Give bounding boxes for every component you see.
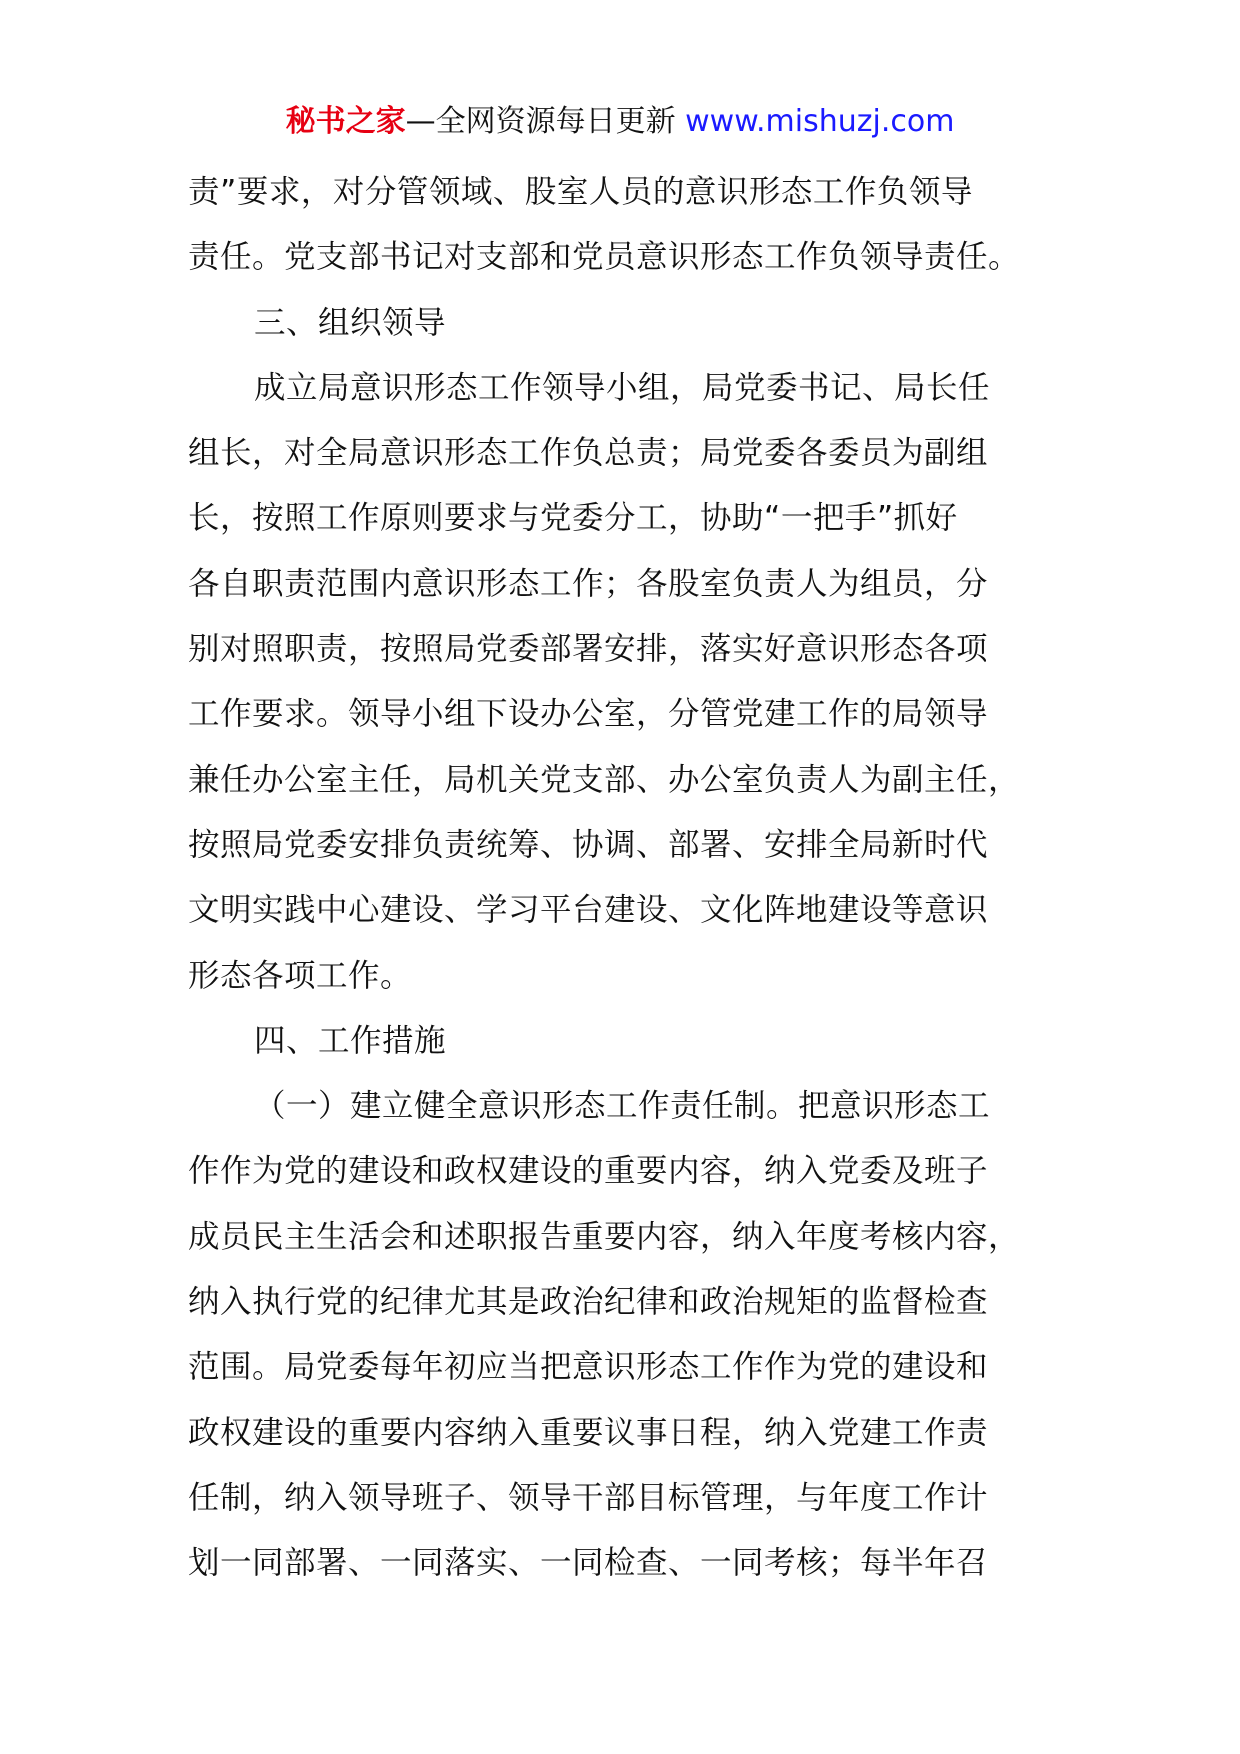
document-body [188, 160, 1068, 1597]
text-line: 形态各项工作。 [188, 957, 413, 994]
text-line: 责”要求，对分管领域、股室人员的意识形态工作负领导 [188, 174, 973, 210]
text-line: 各自职责范围内意识形态工作；各股室负责人为组员，分 [188, 565, 989, 602]
paragraph-first-line: 成立局意识形态工作领导小组，局党委书记、局长任 [254, 369, 991, 406]
text-line: 作作为党的建设和政权建设的重要内容，纳入党委及班子 [188, 1153, 989, 1190]
text-line: 文明实践中心建设、学习平台建设、文化阵地建设等意识 [188, 892, 989, 929]
text-line: 成员民主生活会和述职报告重要内容，纳入年度考核内容， [188, 1218, 1021, 1255]
text-line: 纳入执行党的纪律尤其是政治纪律和政治规矩的监督检查 [188, 1284, 989, 1321]
text-line: 工作要求。领导小组下设办公室，分管党建工作的局领导 [188, 696, 989, 733]
text-line: 组长，对全局意识形态工作负总责；局党委各委员为副组 [188, 435, 989, 472]
text-line: 兼任办公室主任，局机关党支部、办公室负责人为副主任， [188, 761, 1021, 798]
text-line: 政权建设的重要内容纳入重要议事日程，纳入党建工作责 [188, 1414, 989, 1451]
section-heading: 四、工作措施 [254, 1022, 447, 1059]
text-line: 划一同部署、一同落实、一同检查、一同考核；每半年召 [188, 1545, 989, 1582]
header-url-link[interactable]: www.mishuzj.com [685, 104, 955, 139]
text-line: 别对照职责，按照局党委部署安排，落实好意识形态各项 [188, 631, 989, 668]
paragraph-first-line: （一）建立健全意识形态工作责任制。把意识形态工 [254, 1088, 991, 1125]
text-line: 长，按照工作原则要求与党委分工，协助“一把手”抓好 [188, 500, 958, 537]
text-line: 按照局党委安排负责统筹、协调、部署、安排全局新时代 [188, 826, 989, 863]
section-heading: 三、组织领导 [254, 304, 447, 341]
text-line: 任制，纳入领导班子、领导干部目标管理，与年度工作计 [188, 1479, 989, 1516]
header-tagline: —全网资源每日更新 [405, 104, 686, 139]
text-line: 责任。党支部书记对支部和党员意识形态工作负领导责任。 [188, 239, 1021, 276]
text-line: 范围。局党委每年初应当把意识形态工作作为党的建设和 [188, 1349, 989, 1386]
header-brand: 秘书之家 [285, 104, 406, 139]
page-header [0, 100, 1240, 144]
